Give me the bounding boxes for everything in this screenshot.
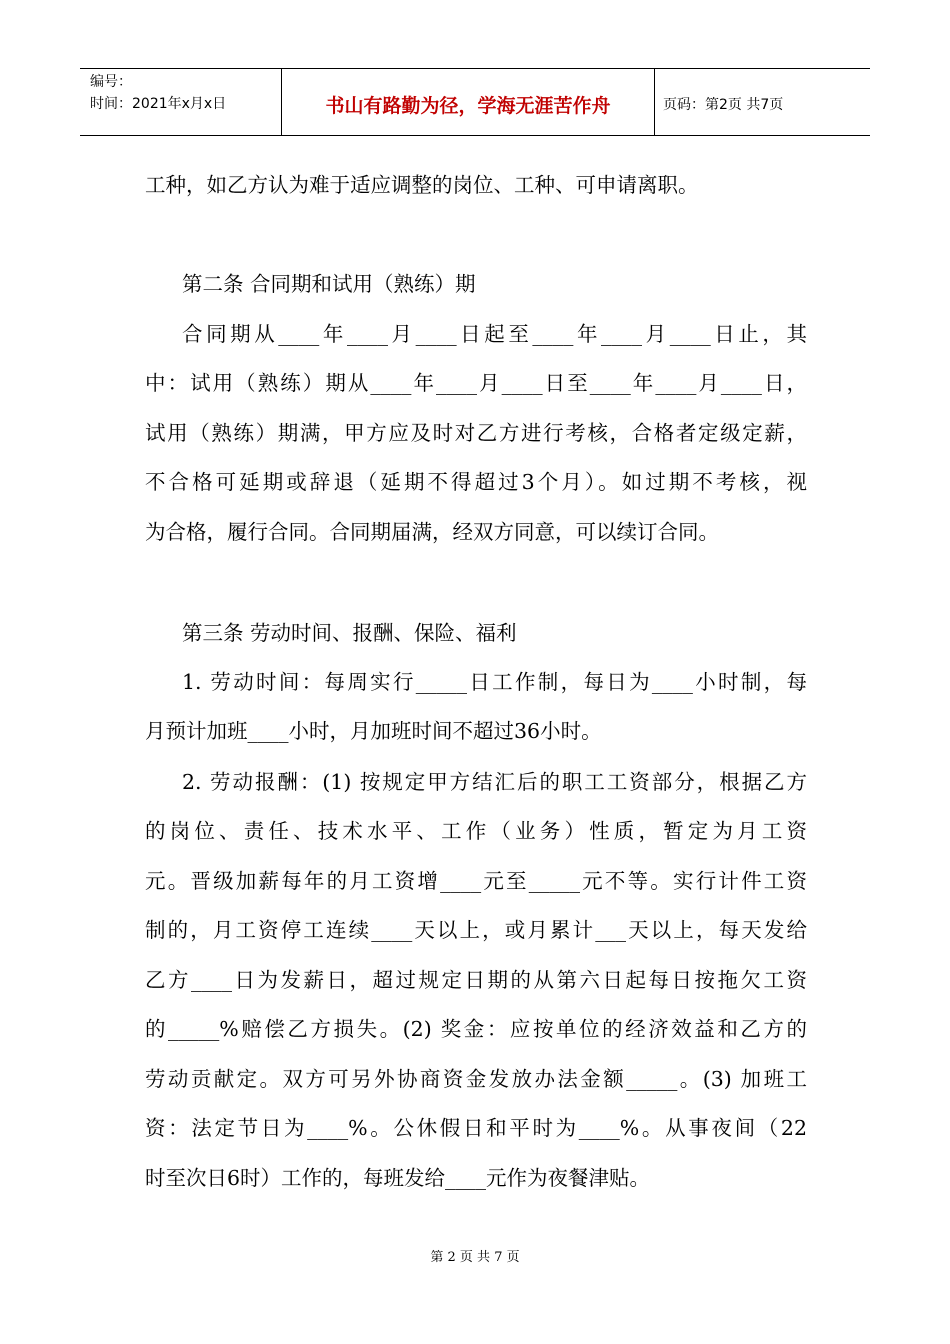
body-line: 制的，月工资停工连续____天以上，或月累计___天以上，每天发给	[145, 918, 807, 942]
body-line: 2. 劳动报酬：(1) 按规定甲方结汇后的职工工资部分，根据乙方	[182, 770, 807, 794]
motto-text: 书山有路勤为径，学海无涯苦作舟	[325, 94, 611, 117]
body-line: 元。晋级加薪每年的月工资增____元至_____元不等。实行计件工资	[145, 869, 807, 893]
body-line: 的岗位、责任、技术水平、工作（业务）性质，暂定为月工资	[145, 819, 807, 843]
article-heading: 第三条 劳动时间、报酬、保险、福利	[182, 621, 517, 645]
body-line: 合同期从____年____月____日起至____年____月____日止，其	[182, 322, 807, 346]
body-line: 1. 劳动时间：每周实行_____日工作制，每日为____小时制，每	[182, 670, 807, 694]
number-label: 编号：	[90, 74, 132, 90]
page-footer: 第 2 页 共 7 页	[430, 1250, 520, 1265]
header-page-code	[655, 69, 870, 135]
page-code-text: 页码：第2页 共7页	[663, 97, 784, 113]
header-motto	[282, 69, 655, 135]
body-line: 资：法定节日为____%。公休假日和平时为____%。从事夜间（22	[145, 1116, 807, 1140]
body-line: 乙方____日为发薪日，超过规定日期的从第六日起每日按拖欠工资	[145, 968, 807, 992]
article-heading: 第二条 合同期和试用（熟练）期	[182, 272, 476, 296]
body-line: 劳动贡献定。双方可另外协商资金发放办法金额_____。(3) 加班工	[145, 1067, 807, 1091]
header-meta	[80, 69, 282, 135]
body-line: 不合格可延期或辞退（延期不得超过3个月）。如过期不考核，视	[145, 470, 807, 494]
body-line: 工种，如乙方认为难于适应调整的岗位、工种、可申请离职。	[145, 173, 699, 197]
body-line: 的_____%赔偿乙方损失。(2) 奖金：应按单位的经济效益和乙方的	[145, 1017, 807, 1041]
time-label: 时间：2021年x月x日	[90, 96, 227, 112]
body-line: 试用（熟练）期满，甲方应及时对乙方进行考核，合格者定级定薪，	[145, 421, 807, 445]
body-line: 时至次日6时）工作的，每班发给____元作为夜餐津贴。	[145, 1166, 651, 1190]
body-line: 月预计加班____小时，月加班时间不超过36小时。	[145, 719, 602, 743]
body-line: 为合格，履行合同。合同期届满，经双方同意，可以续订合同。	[145, 520, 719, 544]
body-line: 中：试用（熟练）期从____年____月____日至____年____月____日，	[145, 371, 807, 395]
page-header	[80, 68, 870, 136]
